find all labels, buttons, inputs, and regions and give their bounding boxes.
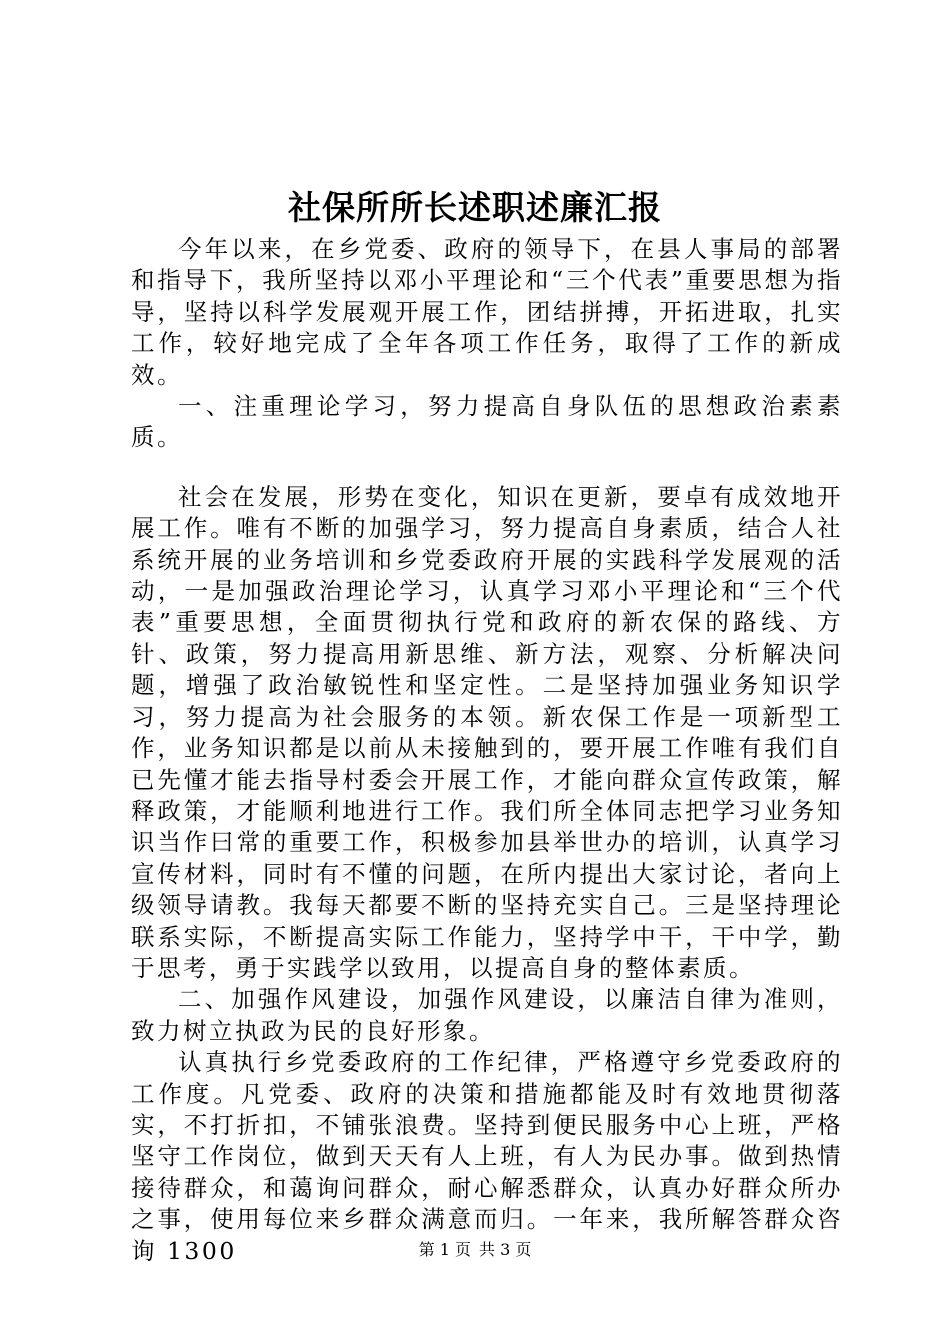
page-total: 共 3 页: [479, 1240, 532, 1259]
page-footer: [0, 1240, 950, 1260]
page-number: 第 1 页: [418, 1240, 471, 1259]
paragraph-intro: 今年以来，在乡党委、政府的领导下，在县人事局的部署和指导下，我所坚持以邓小平理论和“三个代表”重要思想为指导，坚持以科学发展观开展工作，团结拼搏，开拓进取，扎实工作，较好地完成了全年各项工作任务，取得了工作的新成效。: [131, 235, 843, 389]
paragraph-discipline: 认真执行乡党委政府的工作纪律，严格遵守乡党委政府的工作度。凡党委、政府的决策和措施都能及时有效地贯彻落实，不打折扣，不铺张浪费。坚持到便民服务中心上班，严格坚守工作岗位，做到天天有人上班，有人为民办事。做到热情接待群众，和蔼询问群众，耐心解悉群众，认真办好群众所办之事，使用每位来乡群众满意而归。一年来，我所解答群众咨询 1300: [131, 1048, 843, 1265]
section-heading-2: 二、加强作风建设，加强作风建设，以廉洁自律为准则，致力树立执政为民的良好形象。: [131, 985, 843, 1045]
document-body: [131, 234, 843, 1267]
section-heading-1: 一、注重理论学习，努力提高自身队伍的思想政治素素质。: [131, 392, 843, 452]
paragraph-study: 社会在发展，形势在变化，知识在更新，要卓有成效地开展工作。唯有不断的加强学习，努力提高自身素质，结合人社系统开展的业务培训和乡党委政府开展的实践科学发展观的活动，一是加强政治理论学习，认真学习邓小平理论和“三个代表”重要思想，全面贯彻执行党和政府的新农保的路线、方针、政策，努力提高用新思维、新方法，观察、分析解决问题，增强了政治敏锐性和坚定性。二是坚持加强业务知识学习，努力提高为社会服务的本领。新农保工作是一项新型工作，业务知识都是以前从未接触到的，要开展工作唯有我们自已先懂才能去指导村委会开展工作，才能向群众宣传政策，解释政策，才能顺利地进行工作。我们所全体同志把学习业务知识当作曰常的重要工作，积极参加县举世办的培训，认真学习宣传材料，同时有不懂的问题，在所内提出大家讨论，者向上级领导请教。我每天都要不断的坚持充实自己。三是坚持理论联系实际，不断提高实际工作能力，坚持学中干，干中学，勤于思考，勇于实践学以致用，以提高自身的整体素质。: [131, 482, 843, 982]
document-title: 社保所所长述职述廉汇报: [288, 188, 662, 227]
